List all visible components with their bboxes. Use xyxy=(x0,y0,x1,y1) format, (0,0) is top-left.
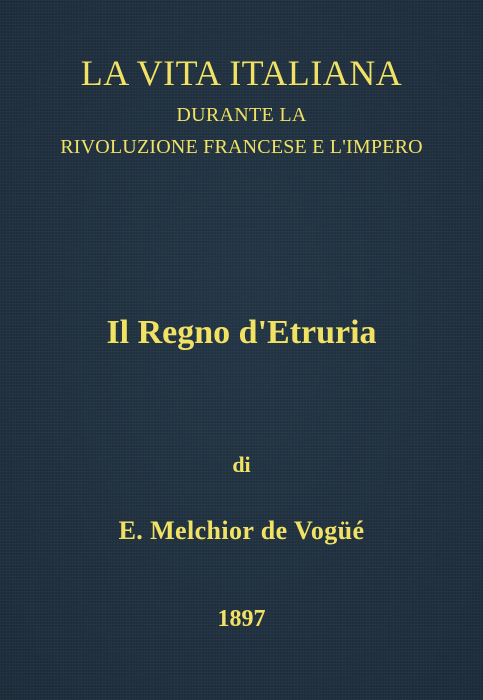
publication-year: 1897 xyxy=(217,606,266,632)
series-title: LA VITA ITALIANA xyxy=(80,53,403,93)
subtitle-line-1: DURANTE LA xyxy=(176,104,307,126)
subtitle-line-2: RIVOLUZIONE FRANCESE E L'IMPERO xyxy=(60,136,423,158)
by-word: di xyxy=(232,452,251,477)
author-name: E. Melchior de Vogüé xyxy=(118,516,365,545)
book-title: Il Regno d'Etruria xyxy=(106,314,377,351)
